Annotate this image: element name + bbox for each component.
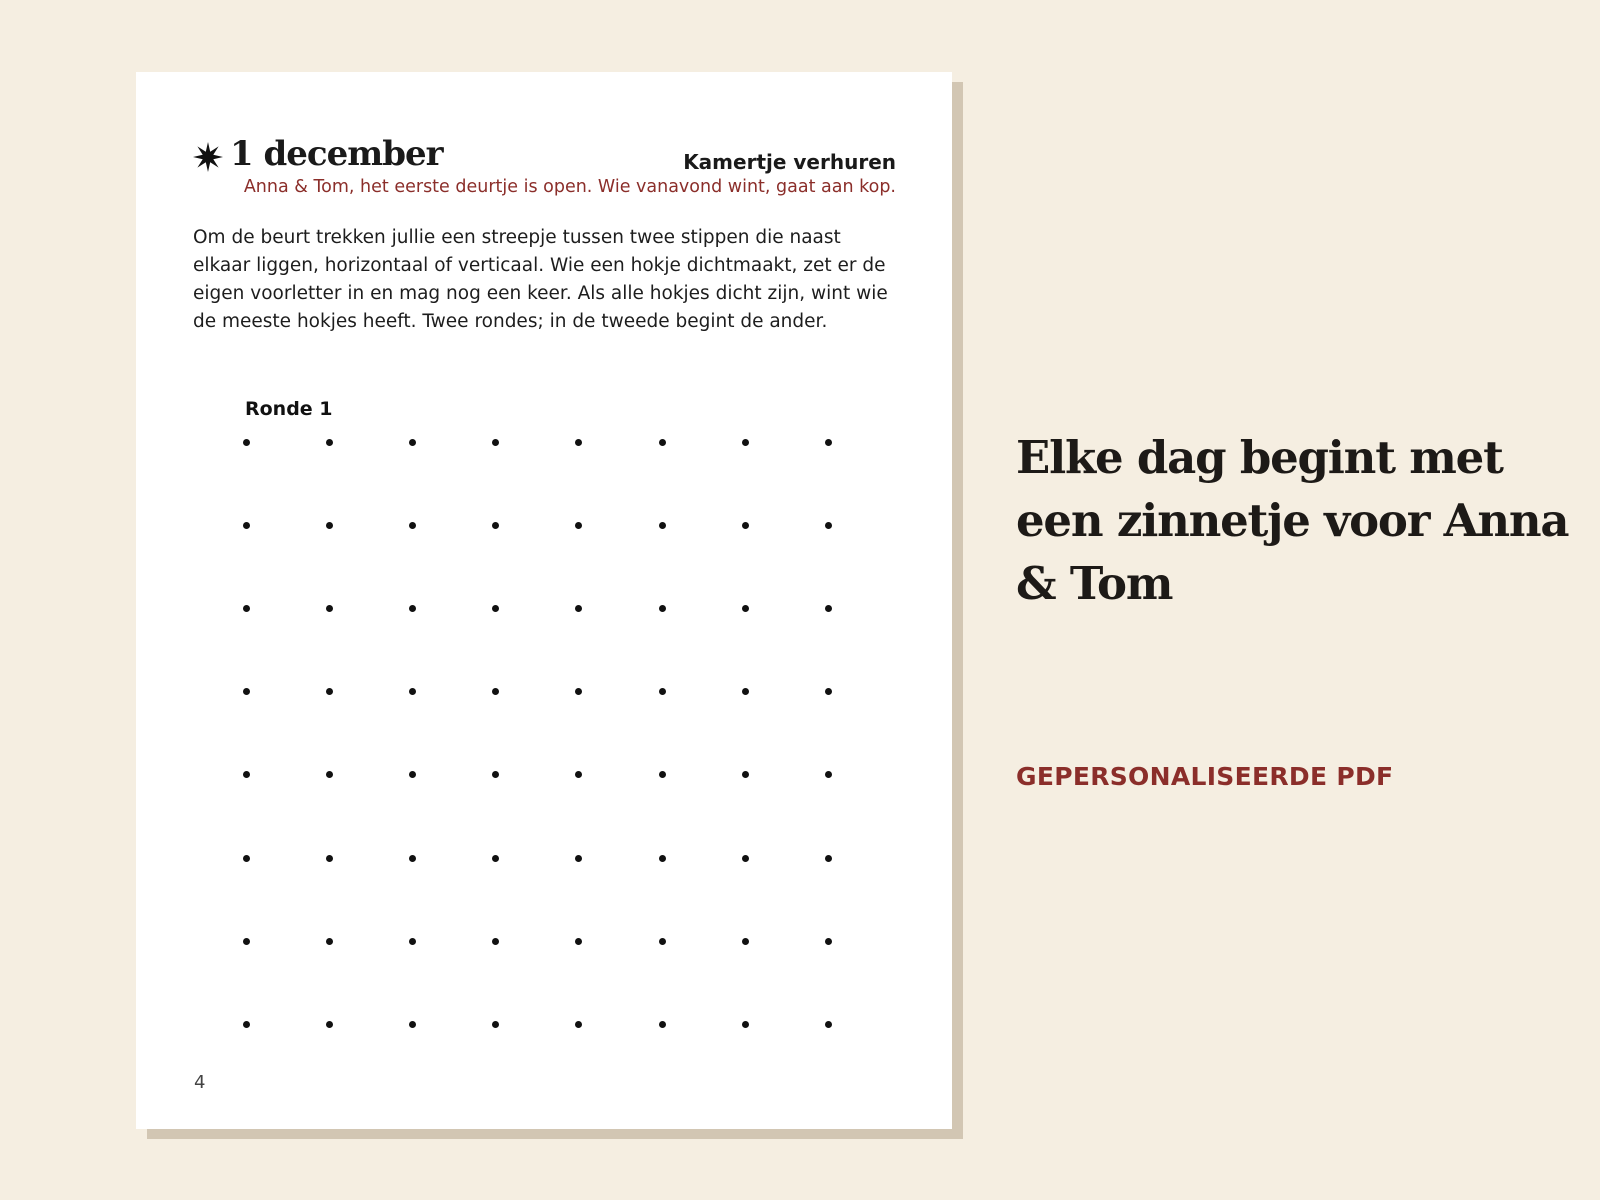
grid-dot <box>742 1021 749 1028</box>
grid-dot <box>326 855 333 862</box>
grid-dot <box>326 605 333 612</box>
game-instructions: Om de beurt trekken jullie een streepje tussen twee stippen die naast elkaar liggen, horizontaal of verticaal. Wie een hokje dichtmaakt, zet er de eigen voorletter in en mag nog een keer. Als alle hokjes dicht zijn, wint wie de meeste hokjes heeft. Twee rondes; in de tweede begint de ander. <box>193 227 888 332</box>
grid-dot <box>659 1021 666 1028</box>
grid-dot <box>575 771 582 778</box>
grid-dot <box>243 771 250 778</box>
grid-dot <box>326 439 333 446</box>
grid-dot <box>742 439 749 446</box>
grid-dot <box>659 439 666 446</box>
grid-dot <box>492 938 499 945</box>
grid-dot <box>575 938 582 945</box>
grid-dot <box>409 688 416 695</box>
grid-dot <box>742 605 749 612</box>
grid-dot <box>575 522 582 529</box>
round-label: Ronde 1 <box>245 398 333 420</box>
grid-dot <box>825 771 832 778</box>
grid-dot <box>575 688 582 695</box>
page-number: 4 <box>194 1072 206 1093</box>
worksheet-page <box>136 72 952 1129</box>
grid-dot <box>659 688 666 695</box>
grid-dot <box>243 938 250 945</box>
grid-dot <box>326 688 333 695</box>
dot-grid <box>136 72 952 1129</box>
promo-tag: GEPERSONALISEERDE PDF <box>1016 762 1394 791</box>
grid-dot <box>492 771 499 778</box>
grid-dot <box>409 938 416 945</box>
grid-dot <box>326 771 333 778</box>
grid-dot <box>825 522 832 529</box>
grid-dot <box>326 938 333 945</box>
grid-dot <box>243 688 250 695</box>
grid-dot <box>659 938 666 945</box>
grid-dot <box>575 439 582 446</box>
grid-dot <box>409 1021 416 1028</box>
promo-headline: Elke dag begint met een zinnetje voor Anna & Tom <box>1016 431 1569 610</box>
grid-dot <box>492 605 499 612</box>
grid-dot <box>243 439 250 446</box>
personal-greeting: Anna & Tom, het eerste deurtje is open. Wie vanavond wint, gaat aan kop. <box>243 177 896 197</box>
grid-dot <box>492 1021 499 1028</box>
grid-dot <box>243 855 250 862</box>
game-name: Kamertje verhuren <box>683 150 896 174</box>
grid-dot <box>409 605 416 612</box>
grid-dot <box>243 1021 250 1028</box>
grid-dot <box>243 522 250 529</box>
grid-dot <box>742 688 749 695</box>
grid-dot <box>492 688 499 695</box>
grid-dot <box>326 522 333 529</box>
grid-dot <box>659 771 666 778</box>
grid-dot <box>742 855 749 862</box>
grid-dot <box>742 938 749 945</box>
grid-dot <box>575 855 582 862</box>
grid-dot <box>409 439 416 446</box>
grid-dot <box>825 688 832 695</box>
grid-dot <box>326 1021 333 1028</box>
grid-dot <box>659 605 666 612</box>
grid-dot <box>742 522 749 529</box>
grid-dot <box>825 855 832 862</box>
grid-dot <box>825 439 832 446</box>
grid-dot <box>492 522 499 529</box>
grid-dot <box>409 771 416 778</box>
grid-dot <box>492 855 499 862</box>
grid-dot <box>825 938 832 945</box>
day-title: 1 december <box>230 134 443 174</box>
grid-dot <box>825 1021 832 1028</box>
grid-dot <box>659 855 666 862</box>
grid-dot <box>409 855 416 862</box>
grid-dot <box>575 605 582 612</box>
grid-dot <box>659 522 666 529</box>
grid-dot <box>243 605 250 612</box>
grid-dot <box>742 771 749 778</box>
grid-dot <box>409 522 416 529</box>
grid-dot <box>825 605 832 612</box>
grid-dot <box>575 1021 582 1028</box>
grid-dot <box>492 439 499 446</box>
